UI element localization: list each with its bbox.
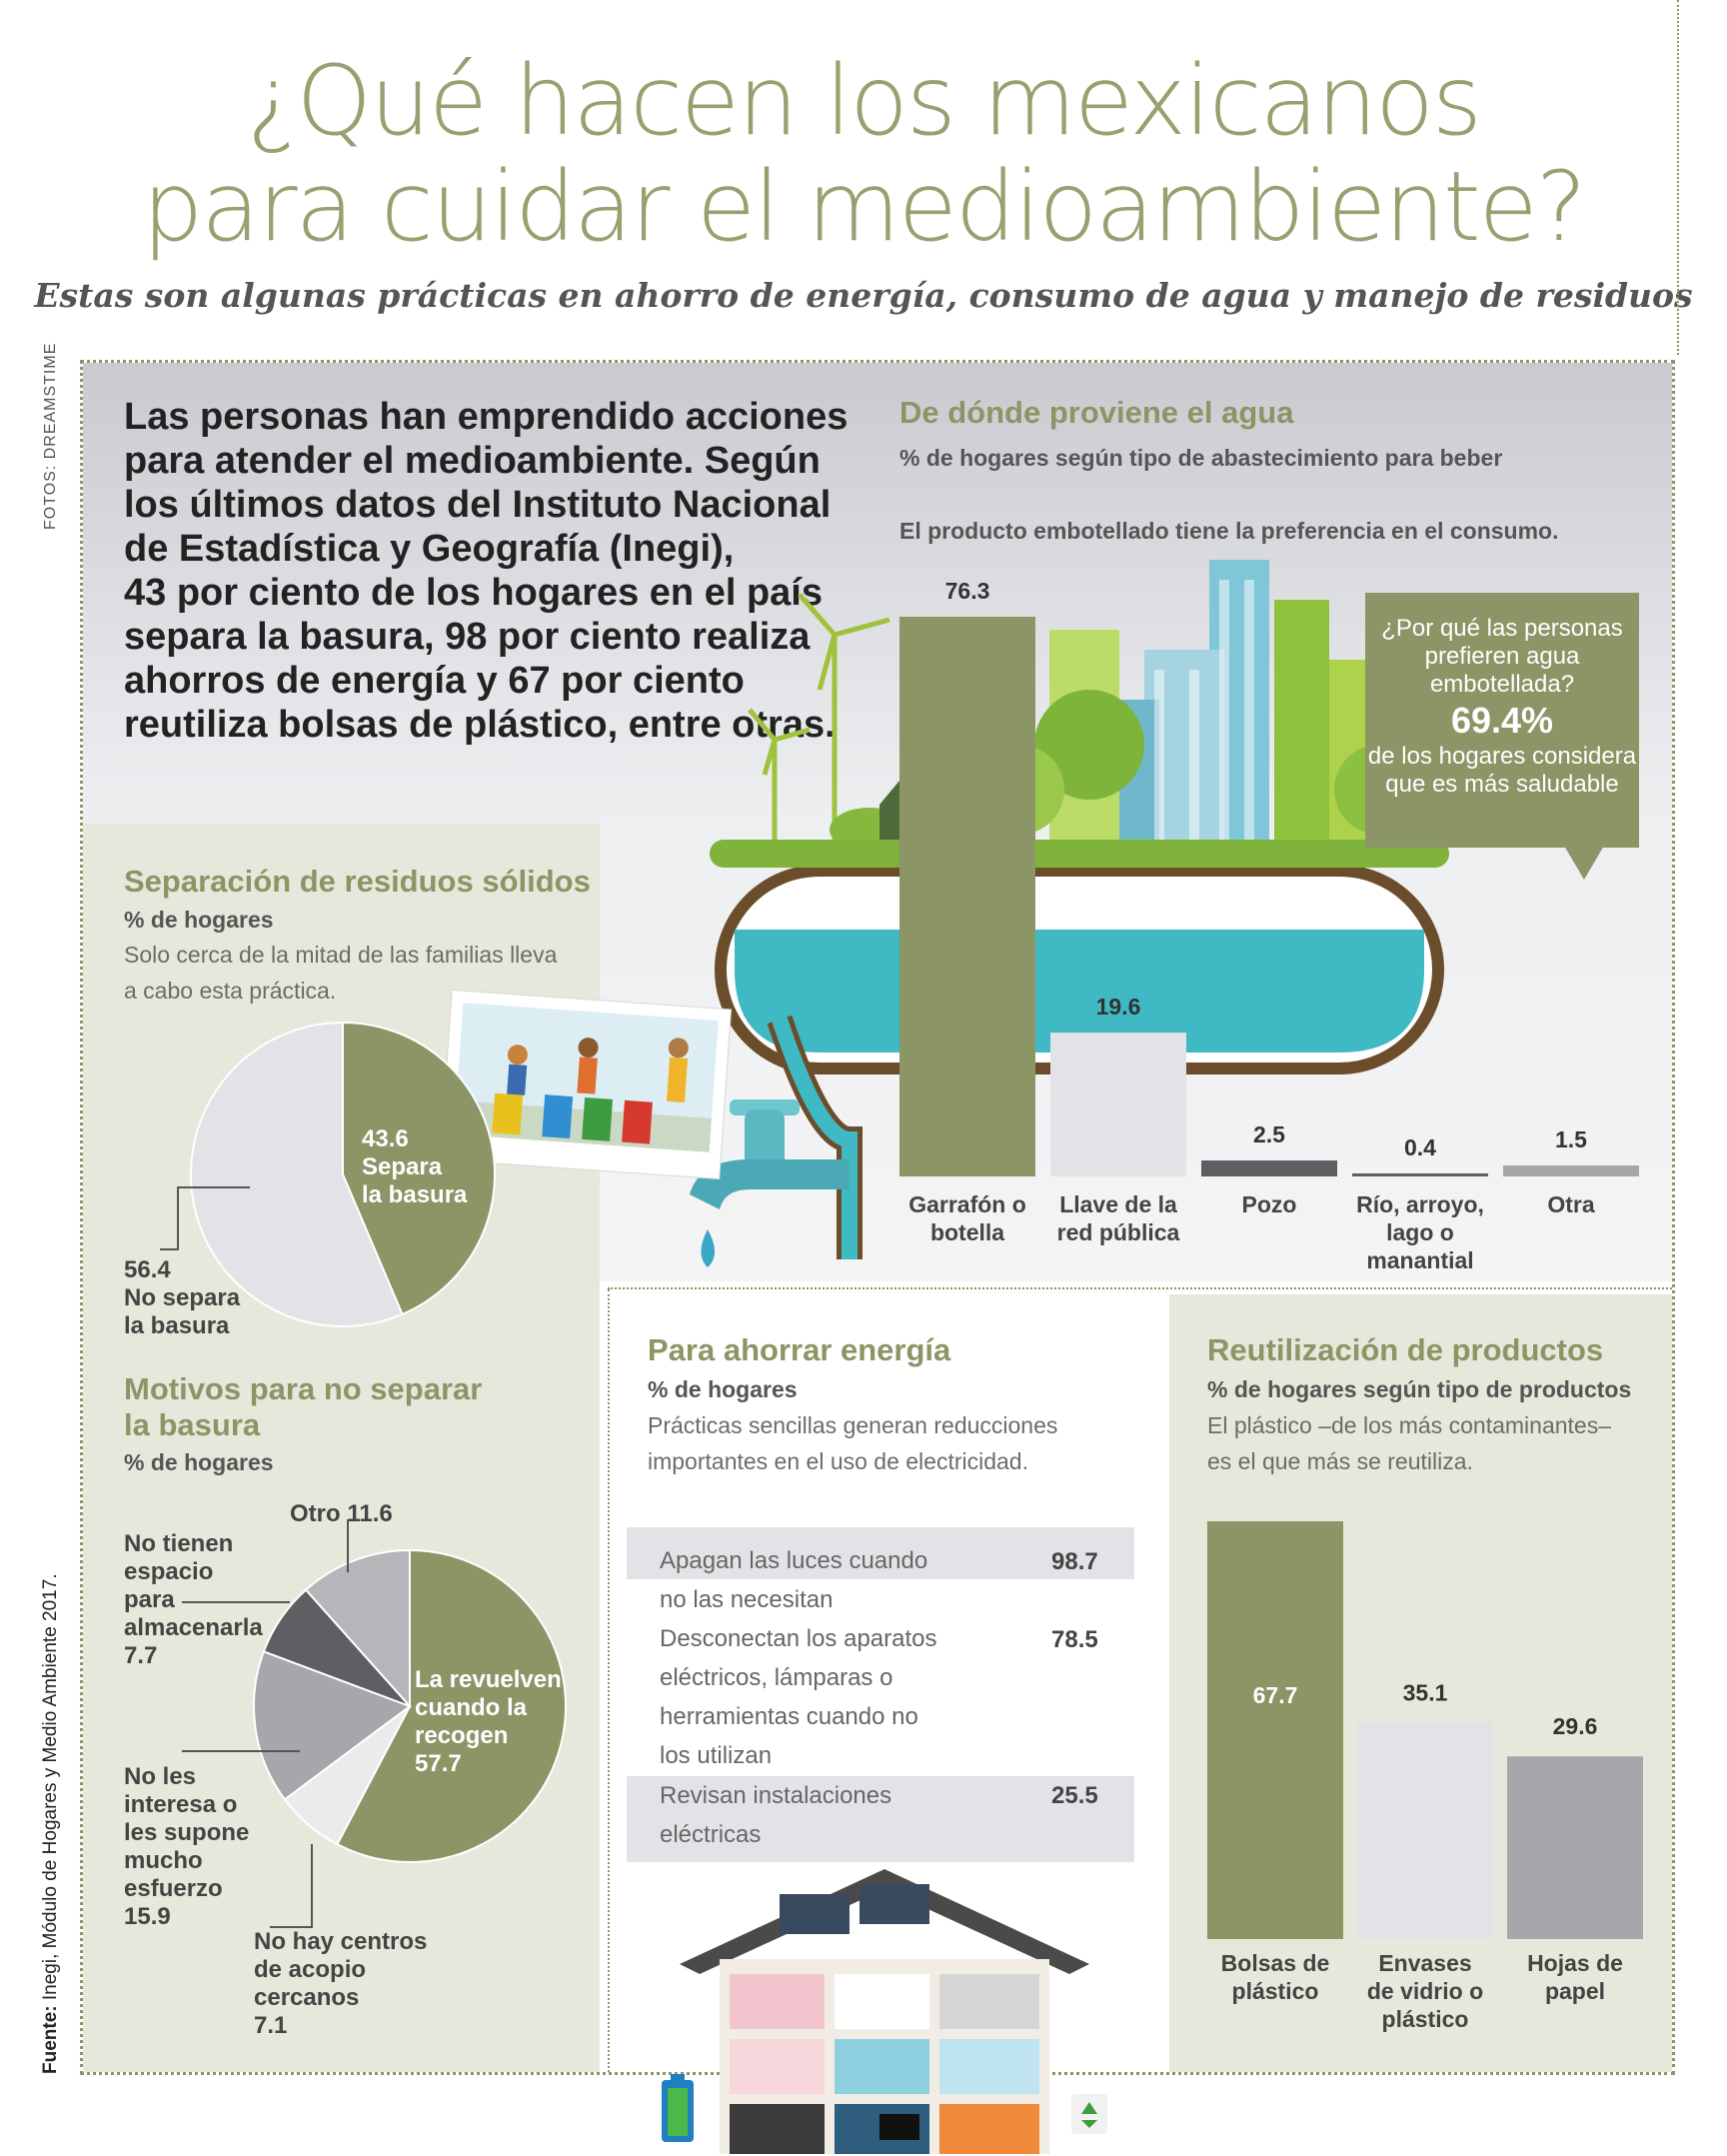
motivos-label-interes: mucho — [124, 1847, 203, 1874]
reuse-category-label: de vidrio o — [1366, 1978, 1484, 2004]
reuse-title: Reutilización de productos — [1207, 1332, 1604, 1367]
energy-title: Para ahorrar energía — [648, 1332, 951, 1367]
motivos-label-espacio: espacio — [124, 1558, 214, 1585]
residuos-label-no-separa: la basura — [124, 1312, 230, 1339]
motivos-label-interes: No les — [124, 1763, 197, 1790]
reuse-bar-value: 29.6 — [1552, 1713, 1598, 1740]
reuse-subtitle: % de hogares según tipo de productos — [1207, 1376, 1632, 1402]
water-category-label: manantial — [1366, 1247, 1474, 1273]
reuse-category-label: plástico — [1231, 1978, 1319, 2004]
energy-row-1: Apagan las luces cuando no las necesitan — [660, 1547, 928, 1613]
motivos-label-interes: interesa o — [124, 1791, 238, 1818]
water-bar-value: 76.3 — [944, 578, 990, 604]
reuse-bar-value: 67.7 — [1252, 1682, 1298, 1708]
reuse-bar — [1357, 1722, 1493, 1939]
water-bar-value: 1.5 — [1555, 1126, 1587, 1152]
bottled-water-callout: ¿Por qué las personas prefieren agua embotellada? 69.4% de los hogares considera que es más saludable — [1365, 593, 1639, 848]
callout-value: 69.4% — [1450, 700, 1554, 741]
energy-subtitle: % de hogares — [648, 1376, 798, 1402]
reuse-bar — [1507, 1756, 1643, 1939]
water-category-label: Llave de la — [1059, 1191, 1177, 1217]
water-subtitle: % de hogares según tipo de abastecimiento para beber — [899, 445, 1503, 471]
energy-note: Prácticas sencillas generan reducciones importantes en el uso de electricidad. — [648, 1412, 1058, 1474]
source-note: Fuente: Inegi, Módulo de Hogares y Medio Ambiente 2017. — [40, 1573, 61, 2074]
motivos-label-espacio: almacenarla — [124, 1614, 263, 1641]
reuse-bar — [1207, 1521, 1343, 1939]
motivos-label-revuelven: cuando la — [415, 1694, 528, 1721]
water-note: El producto embotellado tiene la preferencia en el consumo. — [899, 518, 1559, 544]
subtitle: Estas son algunas prácticas en ahorro de energía, consumo de agua y manejo de residuos — [34, 276, 1693, 315]
energy-row-3: Revisan instalaciones eléctricas — [660, 1782, 892, 1848]
title-line-1: ¿Qué hacen los mexicanos — [247, 45, 1480, 157]
motivos-label-interes: esfuerzo — [124, 1875, 223, 1902]
reuse-category-label: plástico — [1381, 2006, 1469, 2032]
motivos-label-revuelven: recogen — [415, 1722, 509, 1749]
water-bar-value: 19.6 — [1095, 994, 1141, 1021]
residuos-label-no-separa: 56.4 — [124, 1256, 171, 1283]
motivos-title: Motivos para no separar la basura — [124, 1371, 483, 1442]
energy-row-2: Desconectan los aparatos eléctricos, lámparas o herramientas cuando no los utilizan — [660, 1625, 937, 1769]
reuse-category-label: papel — [1544, 1978, 1606, 2004]
water-category-label: botella — [929, 1219, 1005, 1245]
motivos-label-revuelven: La revuelven — [415, 1666, 562, 1693]
energy-value-3: 25.5 — [1051, 1782, 1098, 1809]
recycle-icon — [1071, 2094, 1107, 2134]
water-category-label: lago o — [1386, 1219, 1454, 1245]
reuse-category-label: Envases — [1378, 1950, 1472, 1976]
reuse-category-label: Bolsas de — [1220, 1950, 1330, 1976]
intro-text: Las personas han emprendido acciones para atender el medioambiente. Según los últimos datos del Instituto Nacional de Estadística y Geografía (Inegi), 43 por ciento de los hogares en el país separa la basura, 98 por ciento realiza ahorros de energía y 67 por ciento reutiliza bolsas de plástico, entre otras. — [124, 396, 849, 746]
motivos-label-acopio: 7.1 — [254, 2012, 288, 2039]
water-category-label: Garrafón o — [908, 1191, 1026, 1217]
residuos-label-separa: Separa — [362, 1153, 443, 1180]
water-bar-value: 2.5 — [1253, 1121, 1285, 1147]
motivos-label-otro: Otro 11.6 — [290, 1500, 393, 1527]
residuos-subtitle: % de hogares — [124, 907, 274, 933]
motivos-label-acopio: de acopio — [254, 1956, 367, 1983]
motivos-label-revuelven: 57.7 — [415, 1750, 462, 1777]
water-category-label: Otra — [1547, 1191, 1595, 1217]
residuos-note: Solo cerca de la mitad de las familias lleva a cabo esta práctica. — [124, 942, 558, 1004]
motivos-label-espacio: No tienen — [124, 1530, 234, 1557]
motivos-label-acopio: cercanos — [254, 1984, 360, 2011]
motivos-label-espacio: 7.7 — [124, 1642, 158, 1669]
reuse-bar-value: 35.1 — [1402, 1679, 1448, 1706]
motivos-label-interes: 15.9 — [124, 1903, 171, 1930]
water-bar-value: 0.4 — [1404, 1134, 1436, 1160]
photo-credit: FOTOS: DREAMSTIME — [42, 342, 59, 530]
energy-value-2: 78.5 — [1051, 1626, 1098, 1653]
water-category-label: red pública — [1056, 1219, 1180, 1245]
title-line-2: para cuidar el medioambiente? — [142, 151, 1585, 263]
motivos-label-espacio: para — [124, 1586, 175, 1613]
motivos-label-interes: les supone — [124, 1819, 250, 1846]
residuos-label-separa: la basura — [362, 1181, 468, 1208]
residuos-title: Separación de residuos sólidos — [124, 864, 591, 899]
residuos-label-no-separa: No separa — [124, 1284, 241, 1311]
residuos-label-separa: 43.6 — [362, 1125, 409, 1152]
water-title: De dónde proviene el agua — [899, 395, 1294, 430]
motivos-subtitle: % de hogares — [124, 1449, 274, 1475]
reuse-note: El plástico –de los más contaminantes– es el que más se reutiliza. — [1207, 1412, 1611, 1474]
water-category-label: Pozo — [1241, 1191, 1297, 1217]
energy-value-1: 98.7 — [1051, 1548, 1098, 1575]
water-category-label: Río, arroyo, — [1356, 1191, 1484, 1217]
reuse-category-label: Hojas de — [1527, 1950, 1623, 1976]
motivos-label-acopio: No hay centros — [254, 1928, 428, 1955]
